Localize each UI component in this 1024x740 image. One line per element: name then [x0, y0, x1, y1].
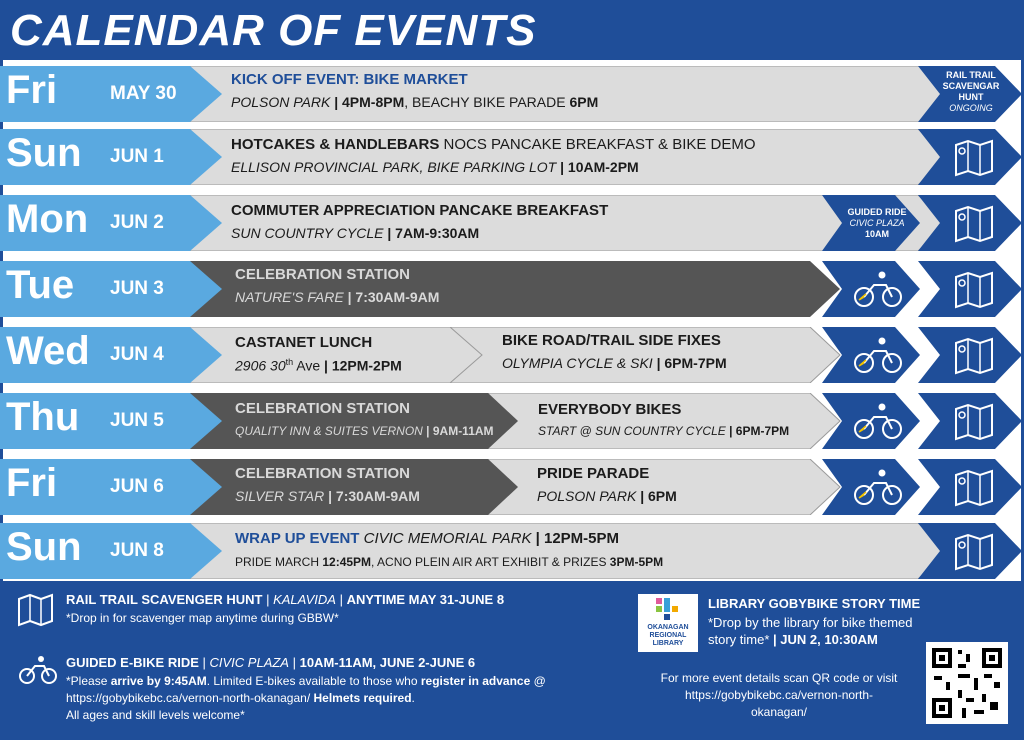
side-title: GUIDED RIDE — [847, 207, 907, 217]
day-label: Fri — [6, 461, 58, 505]
row-sun-jun1 — [0, 129, 1024, 185]
side-label — [940, 70, 1002, 114]
hunt-note: *Drop in for scavenger map anytime during GBBW* — [66, 611, 339, 625]
row-sun-jun8 — [0, 523, 1024, 579]
bike-icon — [852, 335, 904, 375]
event-detail: 2906 30th Ave | 12PM-2PM — [235, 357, 402, 374]
row-fri-may30 — [0, 66, 1024, 122]
event-title: WRAP UP EVENT CIVIC MEMORIAL PARK | 12PM-5PM — [235, 530, 620, 547]
event-detail-2: POLSON PARK | 6PM — [537, 488, 677, 504]
event-detail-2: OLYMPIA CYCLE & SKI | 6PM-7PM — [502, 355, 727, 371]
map-icon — [952, 467, 998, 507]
event-detail: ELLISON PROVINCIAL PARK, BIKE PARKING LOT | 10AM-2PM — [231, 159, 639, 175]
row-fri-jun6 — [0, 459, 1024, 515]
event-title: CELEBRATION STATION — [235, 465, 410, 482]
map-icon — [952, 335, 998, 375]
bike-icon — [852, 467, 904, 507]
event-title: KICK OFF EVENT: BIKE MARKET — [231, 71, 468, 88]
side-subtitle: ONGOING — [949, 103, 993, 113]
side-place: CIVIC PLAZA — [849, 218, 905, 228]
bike-icon — [852, 269, 904, 309]
ride-heading: GUIDED E-BIKE RIDE | CIVIC PLAZA | 10AM-11AM, JUNE 2-JUNE 6 — [66, 655, 476, 670]
library-logo — [638, 594, 698, 652]
day-label: Sun — [6, 525, 82, 569]
event-detail: NATURE'S FARE | 7:30AM-9AM — [235, 289, 440, 305]
page-title: CALENDAR OF EVENTS — [10, 6, 537, 55]
date-label: MAY 30 — [110, 83, 177, 104]
event-detail-2: START @ SUN COUNTRY CYCLE | 6PM-7PM — [538, 424, 790, 438]
hunt-heading: RAIL TRAIL SCAVENGER HUNT | KALAVIDA | ANYTIME MAY 31-JUNE 8 — [66, 592, 505, 607]
bike-icon — [18, 655, 58, 685]
date-label: JUN 6 — [110, 476, 164, 497]
row-thu-jun5 — [0, 393, 1024, 449]
event-detail: PRIDE MARCH 12:45PM, ACNO PLEIN AIR ART EXHIBIT & PRIZES 3PM-5PM — [235, 555, 664, 569]
event-detail: QUALITY INN & SUITES VERNON | 9AM-11AM — [235, 424, 494, 438]
library-name: OKANAGAN REGIONAL LIBRARY — [647, 624, 689, 647]
event-detail: POLSON PARK | 4PM-8PM, BEACHY BIKE PARADE 6PM — [231, 94, 599, 110]
map-icon — [952, 137, 998, 177]
date-label: JUN 1 — [110, 146, 164, 167]
day-label: Thu — [6, 395, 80, 439]
event-title: HOTCAKES & HANDLEBARS NOCS PANCAKE BREAKFAST & BIKE DEMO — [231, 136, 756, 153]
side-title: RAIL TRAIL SCAVENGAR HUNT — [942, 70, 1000, 102]
date-label: JUN 4 — [110, 344, 164, 365]
event-title: CASTANET LUNCH — [235, 334, 373, 351]
event-detail: SILVER STAR | 7:30AM-9AM — [235, 488, 420, 504]
date-label: JUN 8 — [110, 540, 164, 561]
day-label: Tue — [6, 263, 75, 307]
row-mon-jun2 — [0, 195, 1024, 251]
event-title-2: EVERYBODY BIKES — [538, 401, 682, 418]
map-icon — [952, 203, 998, 243]
map-icon — [16, 593, 60, 627]
side-label — [842, 207, 912, 240]
more-info: For more event details scan QR code or visit https://gobybikebc.ca/vernon-north- okanagan/ — [660, 671, 898, 719]
day-label: Fri — [6, 68, 58, 112]
event-detail: SUN COUNTRY CYCLE | 7AM-9:30AM — [231, 225, 480, 241]
day-label: Wed — [6, 329, 90, 373]
ride-note: *Please arrive by 9:45AM. Limited E-bikes available to those who register in advance @ https://gobybikebc.ca/vernon-north-okanagan/ Helmets required. All ages and skill levels welcome* — [66, 674, 546, 722]
story-heading: LIBRARY GOBYBIKE STORY TIME — [708, 596, 921, 611]
side-time: 10AM — [864, 229, 889, 239]
map-icon — [952, 401, 998, 441]
bike-icon — [852, 401, 904, 441]
map-icon — [952, 531, 998, 571]
day-label: Sun — [6, 131, 82, 175]
qr-code[interactable] — [926, 642, 1008, 724]
title-bar — [0, 0, 1024, 60]
row-tue-jun3 — [0, 261, 1024, 317]
event-title: COMMUTER APPRECIATION PANCAKE BREAKFAST — [231, 202, 609, 219]
map-icon — [952, 269, 998, 309]
event-title-2: PRIDE PARADE — [537, 465, 650, 482]
event-title: CELEBRATION STATION — [235, 266, 410, 283]
story-note: *Drop by the library for bike themed story time* | JUN 2, 10:30AM — [708, 615, 913, 647]
event-title-2: BIKE ROAD/TRAIL SIDE FIXES — [502, 332, 721, 349]
qr-code-pattern — [926, 642, 1008, 724]
date-label: JUN 2 — [110, 212, 164, 233]
event-title: CELEBRATION STATION — [235, 400, 410, 417]
row-wed-jun4 — [0, 327, 1024, 383]
day-label: Mon — [6, 197, 89, 241]
date-label: JUN 5 — [110, 410, 164, 431]
date-label: JUN 3 — [110, 278, 164, 299]
